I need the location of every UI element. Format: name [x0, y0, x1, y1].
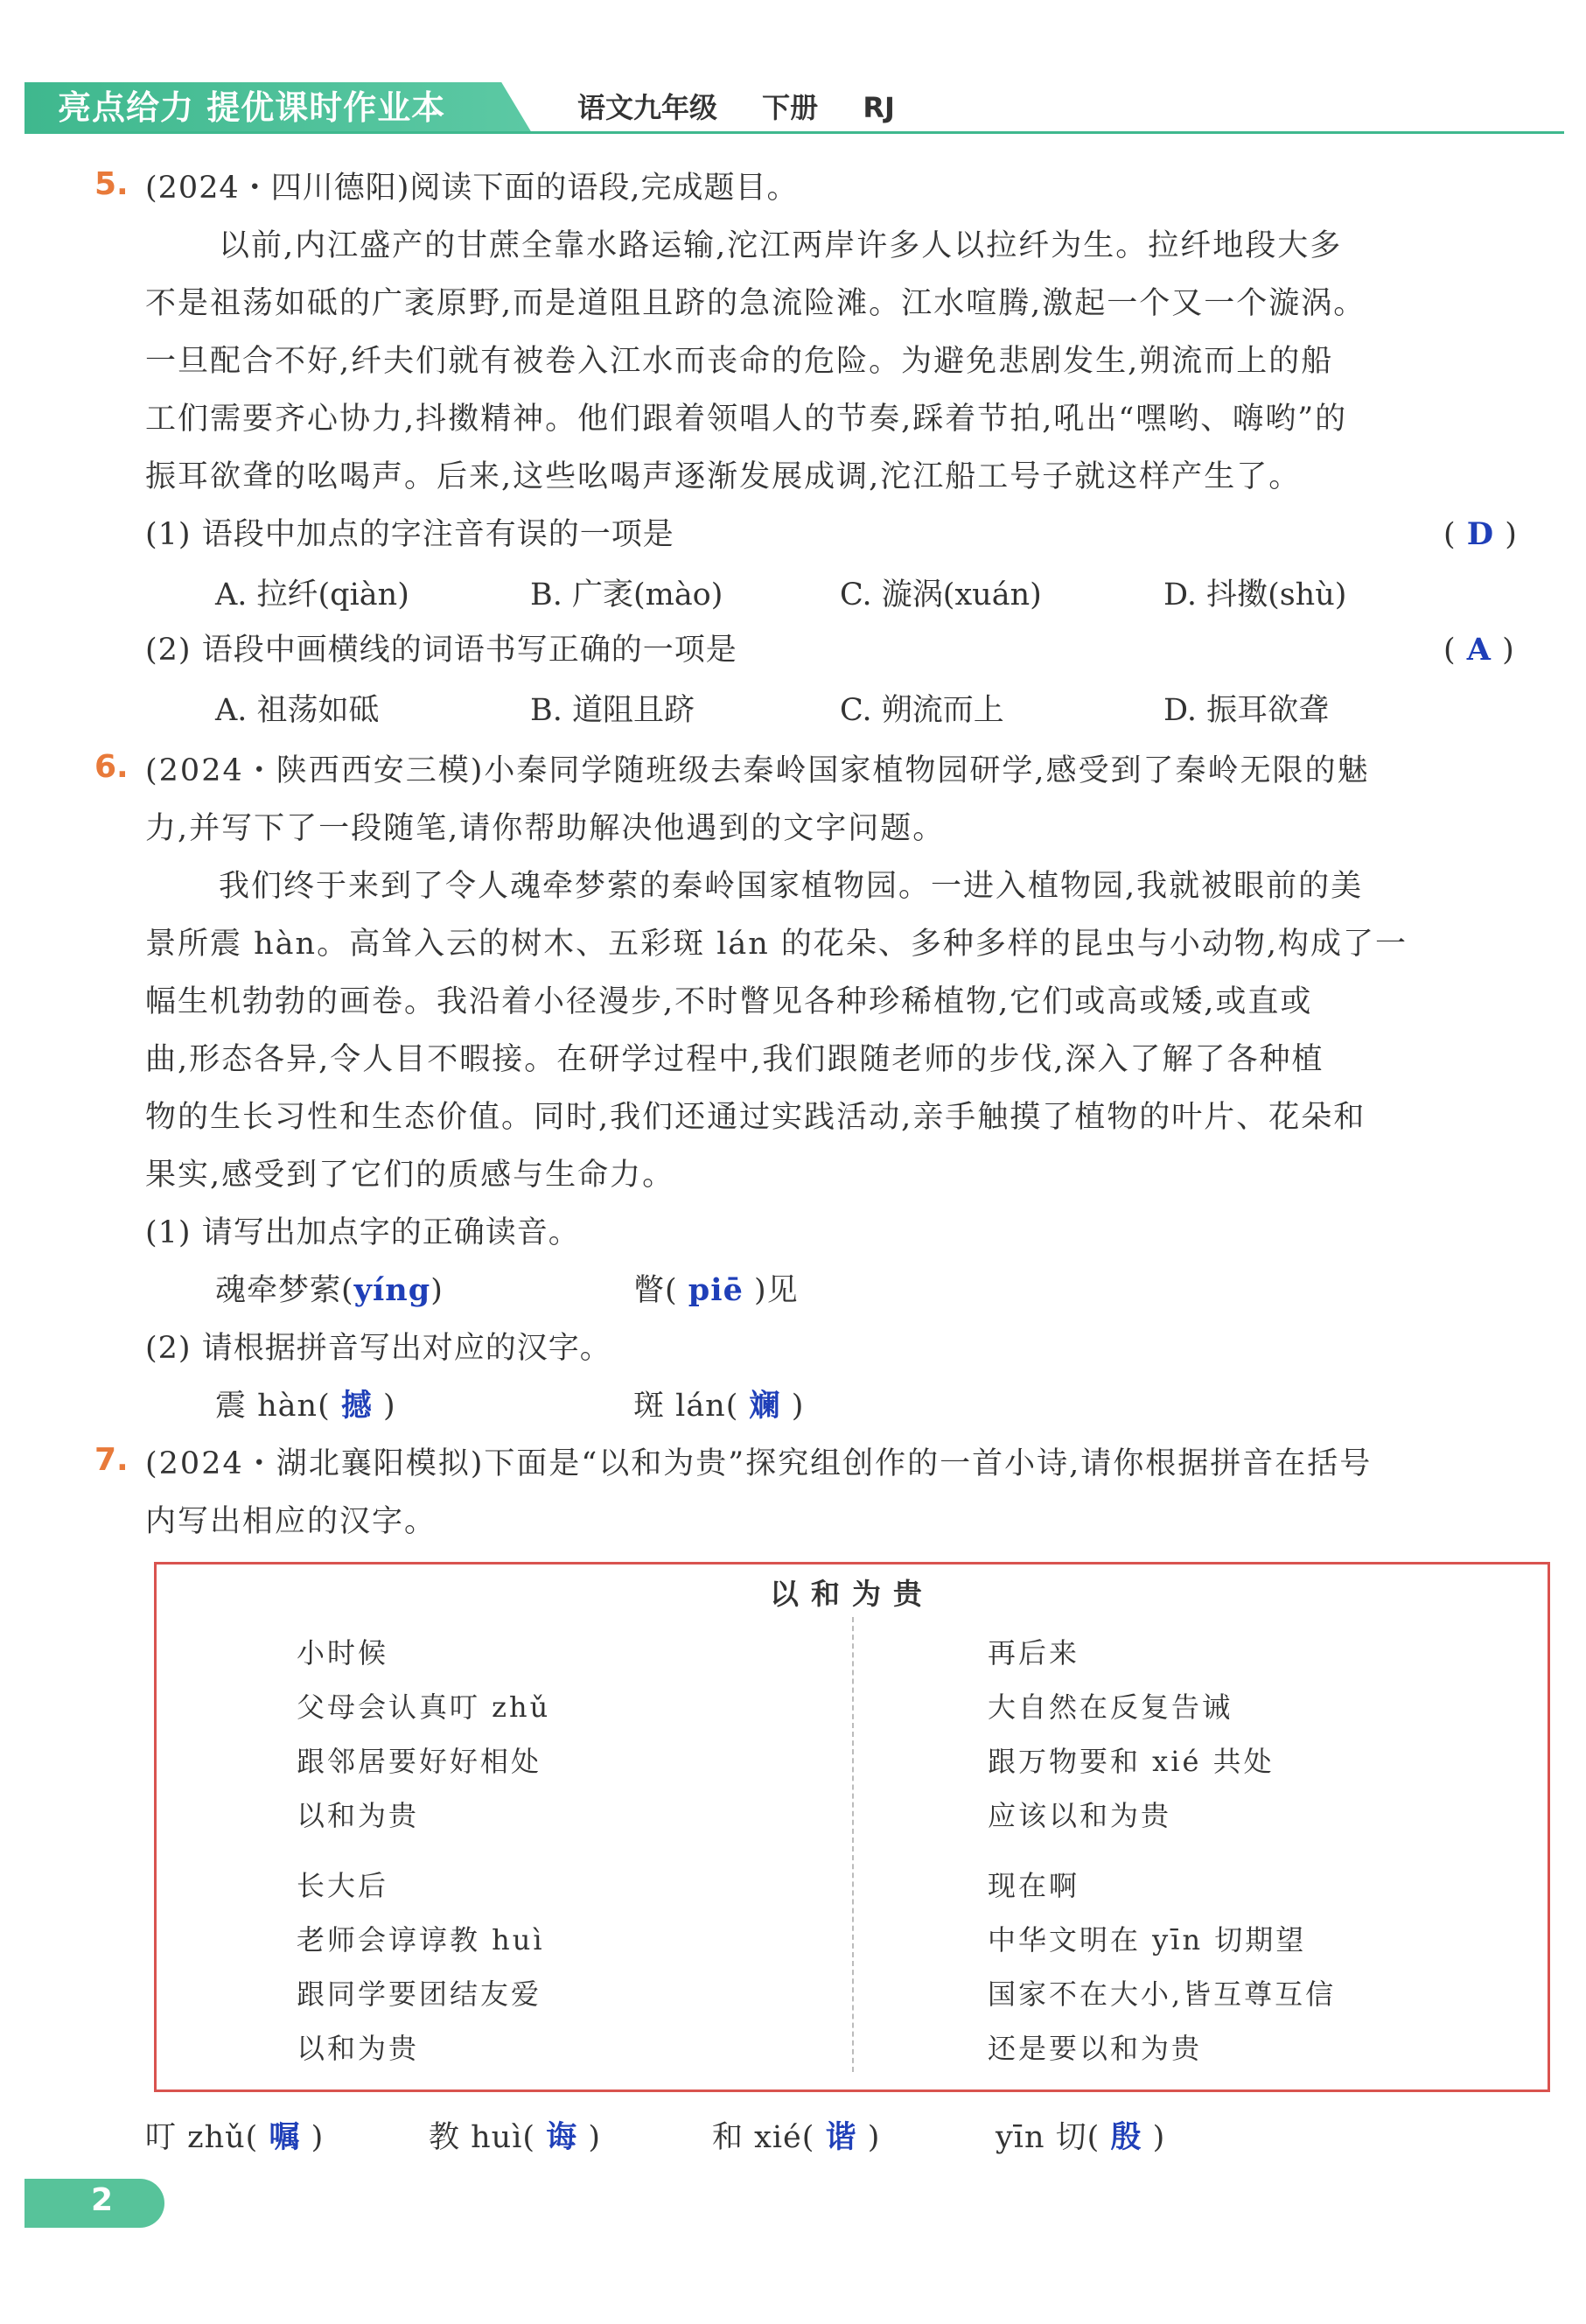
option-a: A. 祖荡如砥	[215, 693, 380, 728]
poem-line: 老师会谆谆教 huì	[297, 1923, 545, 1956]
poem-line: 小时候	[297, 1636, 389, 1670]
poem-right-stanza-1	[988, 1626, 1275, 1843]
poem-line: 还是要以和为贵	[988, 2032, 1203, 2065]
bracket-close: )	[311, 2120, 325, 2155]
option-b: B. 道阻且跻	[530, 693, 695, 728]
header-subject: 语文九年级	[577, 91, 718, 124]
passage-line: 工们需要齐心协力,抖擞精神。他们跟着领唱人的节奏,踩着节拍,吼出“嘿哟、嗨哟”的	[145, 402, 1348, 437]
answer-label: 叮 zhǔ(	[145, 2120, 259, 2155]
question-6-intro: (2024・陕西西安三模)小秦同学随班级去秦岭国家植物园研学,感受到了秦岭无限的魅	[145, 753, 1370, 788]
option-c: C. 朔流而上	[840, 693, 1004, 728]
passage-line: 不是祖荡如砥的广袤原野,而是道阻且跻的急流险滩。江水喧腾,激起一个又一个漩涡。	[145, 286, 1366, 321]
answer-7-1: 嘱	[269, 2119, 301, 2155]
option-c: C. 漩涡(xuán)	[840, 578, 1042, 612]
poem-left-stanza-2	[297, 1858, 545, 2076]
poem-line: 再后来	[988, 1636, 1080, 1670]
poem-line: 以和为贵	[297, 1799, 420, 1832]
poem-line: 跟同学要团结友爱	[297, 1978, 542, 2011]
poem-line: 父母会认真叮 zhǔ	[297, 1690, 551, 1724]
poem-title: 以和为贵	[770, 1577, 934, 1611]
question-7-number: 7.	[94, 1442, 129, 1478]
passage-line: 以前,内江盛产的甘蔗全靠水路运输,沱江两岸许多人以拉纤为生。拉纤地段大多	[219, 228, 1343, 263]
answer-6-1b: piē	[688, 1272, 744, 1308]
poem-line: 国家不在大小,皆互尊互信	[988, 1978, 1337, 2011]
passage-line: 景所震 hàn。高耸入云的树木、五彩斑 lán 的花朵、多种多样的昆虫与小动物,构成了一	[145, 927, 1408, 962]
pinyin-answer-row	[633, 1262, 799, 1320]
word-label: 斑 lán(	[633, 1389, 739, 1424]
poem-line: 中华文明在 yīn 切期望	[988, 1923, 1307, 1956]
poem-divider	[852, 1617, 854, 2072]
passage-line: 曲,形态各异,令人目不暇接。在研学过程中,我们跟随老师的步伐,深入了解了各种植	[145, 1042, 1324, 1077]
bracket-close: )	[791, 1389, 805, 1424]
option-a: A. 拉纤(qiàn)	[215, 578, 409, 612]
passage-line: 一旦配合不好,纤夫们就有被卷入江水而丧命的危险。为避免悲剧发生,朔流而上的船	[145, 344, 1334, 379]
answer-6-2b: 斓	[749, 1388, 781, 1424]
passage-line: 幅生机勃勃的画卷。我沿着小径漫步,不时瞥见各种珍稀植物,它们或高或矮,或直或	[145, 984, 1313, 1019]
poem-line: 应该以和为贵	[988, 1799, 1172, 1832]
header-edition: RJ	[863, 91, 895, 124]
answer-bracket: ( D )	[1443, 516, 1518, 552]
question-6-intro: 力,并写下了一段随笔,请你帮助解决他遇到的文字问题。	[145, 811, 946, 846]
poem-box	[154, 1562, 1550, 2092]
answer-7-row	[996, 2109, 1165, 2166]
answer-5-2: A	[1466, 632, 1492, 668]
poem-left-stanza-1	[297, 1626, 550, 1843]
question-5-sub2-stem: (2) 语段中画横线的词语书写正确的一项是	[145, 633, 737, 668]
pinyin-answer-row	[215, 1262, 444, 1320]
poem-right-stanza-2	[988, 1858, 1336, 2076]
header-title: 亮点给力 提优课时作业本	[58, 88, 446, 127]
bracket-close: )	[588, 2120, 602, 2155]
option-b: B. 广袤(mào)	[530, 578, 723, 612]
answer-label: 教 huì(	[429, 2120, 536, 2155]
answer-bracket: ( A )	[1443, 632, 1515, 668]
question-5-sub1-stem: (1) 语段中加点的字注音有误的一项是	[145, 517, 674, 552]
header-divider	[24, 131, 1564, 134]
question-7-intro: (2024・湖北襄阳模拟)下面是“以和为贵”探究组创作的一首小诗,请你根据拼音在括号	[145, 1446, 1373, 1481]
poem-line: 现在啊	[988, 1869, 1080, 1902]
poem-line: 长大后	[297, 1869, 389, 1902]
hanzi-answer-row	[633, 1377, 804, 1435]
answer-5-1: D	[1466, 516, 1495, 552]
bracket-close: )	[430, 1273, 444, 1308]
answer-7-row	[429, 2109, 601, 2166]
answer-7-4: 殷	[1110, 2119, 1142, 2155]
page-number: 2	[91, 2182, 114, 2218]
question-6-number: 6.	[94, 749, 129, 785]
word-label: 瞥(	[633, 1273, 678, 1308]
bracket-close: )	[383, 1389, 396, 1424]
question-6-sub1-stem: (1) 请写出加点字的正确读音。	[145, 1215, 580, 1250]
passage-line: 我们终于来到了令人魂牵梦萦的秦岭国家植物园。一进入植物园,我就被眼前的美	[219, 869, 1364, 904]
bracket-close: )见	[753, 1273, 799, 1308]
answer-6-2a: 撼	[340, 1388, 373, 1424]
option-d: D. 抖擞(shù)	[1163, 578, 1347, 612]
answer-label: 和 xié(	[712, 2120, 815, 2155]
hanzi-answer-row	[215, 1377, 396, 1435]
passage-line: 物的生长习性和生态价值。同时,我们还通过实践活动,亲手触摸了植物的叶片、花朵和	[145, 1100, 1366, 1135]
word-label: 魂牵梦萦(	[215, 1273, 354, 1308]
poem-line: 以和为贵	[297, 2032, 420, 2065]
answer-7-3: 谐	[825, 2119, 857, 2155]
answer-7-row	[712, 2109, 880, 2166]
question-6-sub2-stem: (2) 请根据拼音写出对应的汉字。	[145, 1331, 611, 1366]
word-label: 震 hàn(	[215, 1389, 331, 1424]
header-subtitle	[577, 88, 930, 128]
question-5-intro: (2024・四川德阳)阅读下面的语段,完成题目。	[145, 171, 799, 206]
bracket-close: )	[867, 2120, 881, 2155]
poem-line: 跟万物要和 xié 共处	[988, 1745, 1275, 1778]
answer-7-row	[145, 2109, 324, 2166]
question-7-intro: 内写出相应的汉字。	[145, 1504, 437, 1539]
passage-line: 果实,感受到了它们的质感与生命力。	[145, 1158, 675, 1193]
passage-line: 振耳欲聋的吆喝声。后来,这些吆喝声逐渐发展成调,沱江船工号子就这样产生了。	[145, 459, 1302, 494]
poem-line: 跟邻居要好好相处	[297, 1745, 542, 1778]
bracket-close: )	[1152, 2120, 1166, 2155]
header-volume: 下册	[762, 91, 819, 124]
answer-7-2: 诲	[546, 2119, 578, 2155]
poem-line: 大自然在反复告诫	[988, 1690, 1233, 1724]
question-5-number: 5.	[94, 166, 129, 202]
answer-label: yīn 切(	[996, 2120, 1100, 2155]
option-d: D. 振耳欲聋	[1163, 693, 1330, 728]
answer-6-1a: yíng	[353, 1272, 431, 1308]
